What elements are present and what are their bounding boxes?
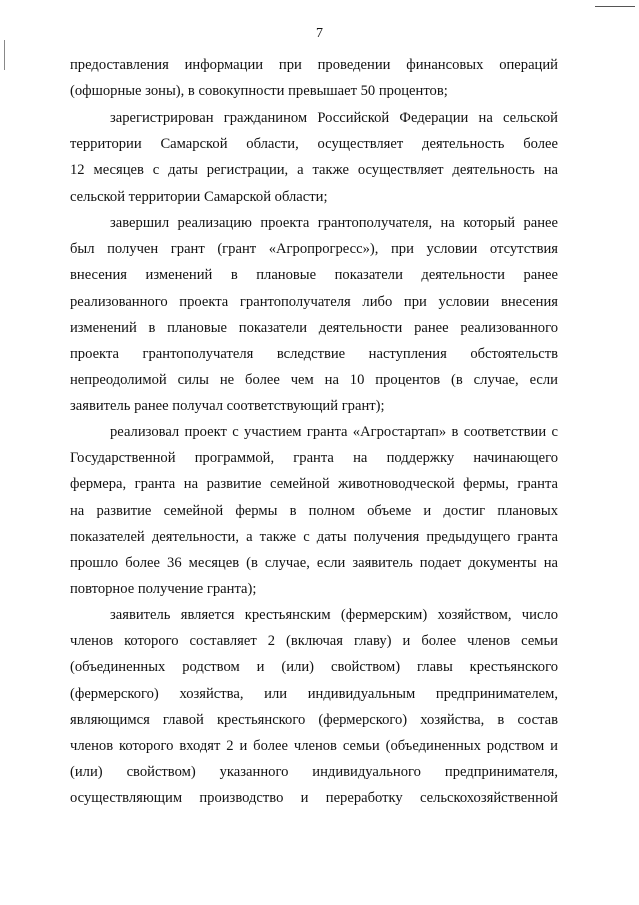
text-line: изменений в плановые показатели деятельности ранее реализованного: [70, 319, 558, 336]
page-number: 7: [316, 26, 323, 41]
paragraph: [70, 602, 558, 812]
text-line: территории Самарской области, осуществляет деятельность более: [70, 136, 558, 153]
text-line: завершил реализацию проекта грантополучателя, на который ранее: [110, 215, 558, 231]
scan-artifact-left: [4, 40, 5, 70]
paragraph: [70, 210, 558, 420]
paragraph: [70, 419, 558, 602]
text-line: 12 месяцев с даты регистрации, а также осуществляет деятельность на: [70, 162, 558, 179]
text-line: реализовал проект с участием гранта «Агростартап» в соответствии с: [110, 424, 558, 440]
text-line: сельской территории Самарской области;: [70, 188, 328, 205]
text-line: внесения изменений в плановые показатели деятельности ранее: [70, 267, 558, 284]
text-line: (или) свойством) указанного индивидуального предпринимателя,: [70, 764, 558, 781]
text-line: заявитель ранее получал соответствующий грант);: [70, 398, 385, 415]
text-line: членов которого входят 2 и более членов семьи (объединенных родством и: [70, 737, 558, 754]
text-line: был получен грант (грант «Агропрогресс»), при условии отсутствия: [70, 241, 558, 258]
text-line: (фермерского) хозяйства, или индивидуальным предпринимателем,: [70, 685, 558, 702]
text-line: Государственной программой, гранта на поддержку начинающего: [70, 450, 558, 467]
text-line: прошло более 36 месяцев (в случае, если заявитель подает документы на: [70, 554, 558, 571]
text-line: проекта грантополучателя вследствие наступления обстоятельств: [70, 345, 558, 362]
text-line: повторное получение гранта);: [70, 581, 257, 598]
scan-artifact-top: [595, 6, 635, 7]
paragraph: [70, 52, 558, 104]
text-line: фермера, гранта на развитие семейной животноводческой фермы, гранта: [70, 476, 558, 493]
text-line: (объединенных родством и (или) свойством) главы крестьянского: [70, 659, 558, 676]
text-line: реализованного проекта грантополучателя либо при условии внесения: [70, 293, 558, 310]
text-line: на развитие семейной фермы в полном объеме и достиг плановых: [70, 502, 558, 519]
text-line: являющимся главой крестьянского (фермерского) хозяйства, в состав: [70, 711, 558, 728]
paragraph: [70, 105, 558, 210]
text-line: заявитель является крестьянским (фермерским) хозяйством, число: [110, 607, 558, 623]
text-line: членов которого составляет 2 (включая главу) и более членов семьи: [70, 633, 558, 650]
text-line: показателей деятельности, а также с даты получения предыдущего гранта: [70, 528, 558, 545]
text-line: непреодолимой силы не более чем на 10 процентов (в случае, если: [70, 372, 558, 389]
text-line: осуществляющим производство и переработку сельскохозяйственной: [70, 790, 558, 807]
text-line: зарегистрирован гражданином Российской Федерации на сельской: [110, 110, 558, 126]
text-line: предоставления информации при проведении финансовых операций: [70, 57, 558, 73]
text-line: (офшорные зоны), в совокупности превышает 50 процентов;: [70, 83, 448, 100]
